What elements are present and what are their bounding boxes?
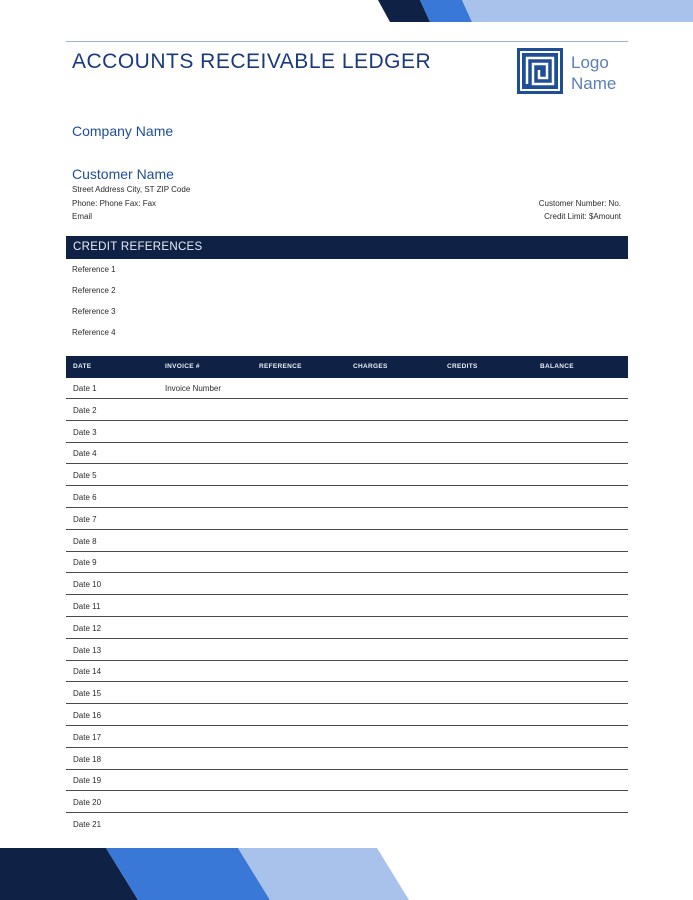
table-row xyxy=(66,531,628,552)
logo-line-2: Name xyxy=(571,74,617,93)
table-row xyxy=(66,596,628,617)
row-date: Date 20 xyxy=(73,798,102,808)
row-date: Date 21 xyxy=(73,820,102,829)
row-date: Date 15 xyxy=(73,689,102,699)
table-row xyxy=(66,727,628,748)
row-date: Date 1 xyxy=(73,384,97,393)
customer-email: Email xyxy=(72,212,93,221)
row-date: Date 13 xyxy=(73,645,102,655)
table-row xyxy=(66,443,628,464)
row-date: Date 2 xyxy=(73,405,97,415)
table-row xyxy=(66,422,628,443)
row-date: Date 14 xyxy=(73,667,102,677)
bottom-decoration xyxy=(0,848,693,900)
row-date: Date 16 xyxy=(73,711,102,720)
logo-line-1: Logo xyxy=(571,53,609,72)
credit-limit: Credit Limit: $Amount xyxy=(544,212,621,221)
table-row xyxy=(66,683,628,704)
customer-address: Street Address City, ST ZIP Code xyxy=(72,185,191,194)
col-date: DATE xyxy=(73,363,92,370)
reference-4: Reference 4 xyxy=(72,328,116,337)
table-row xyxy=(66,487,628,508)
table-row xyxy=(66,705,628,726)
row-date: Date 9 xyxy=(73,558,97,568)
row-date: Date 3 xyxy=(73,427,97,437)
table-row xyxy=(66,574,628,595)
col-invoice: INVOICE # xyxy=(165,363,200,370)
row-date: Date 17 xyxy=(73,732,102,742)
row-date: Date 19 xyxy=(73,776,102,786)
row-date: Date 7 xyxy=(73,514,97,524)
col-reference: REFERENCE xyxy=(259,363,302,370)
row-date: Date 18 xyxy=(73,754,102,764)
table-row xyxy=(66,400,628,421)
table-row xyxy=(66,378,628,399)
row-date: Date 12 xyxy=(73,623,102,633)
credit-references-header xyxy=(66,236,628,259)
col-credits: CREDITS xyxy=(447,363,478,370)
header-rule xyxy=(66,41,628,42)
table-row xyxy=(66,661,628,682)
col-charges: CHARGES xyxy=(353,363,388,370)
row-date: Date 5 xyxy=(73,471,97,481)
logo-name xyxy=(571,52,631,94)
table-row xyxy=(66,640,628,661)
row-date: Date 6 xyxy=(73,493,97,502)
col-balance: BALANCE xyxy=(540,363,574,370)
table-row xyxy=(66,552,628,573)
customer-name: Customer Name xyxy=(72,166,174,182)
table-row xyxy=(66,509,628,530)
company-name: Company Name xyxy=(72,123,174,139)
ledger-table-header xyxy=(66,356,628,378)
row-date: Date 8 xyxy=(73,536,97,546)
customer-number: Customer Number: No. xyxy=(538,199,621,208)
reference-1: Reference 1 xyxy=(72,265,116,274)
credit-references-heading: CREDIT REFERENCES xyxy=(73,241,203,253)
row-date: Date 10 xyxy=(73,580,102,590)
table-row xyxy=(66,814,628,835)
reference-2: Reference 2 xyxy=(72,286,116,295)
page-title: ACCOUNTS RECEIVABLE LEDGER xyxy=(72,50,432,73)
logo-maze-icon xyxy=(517,48,563,94)
table-row xyxy=(66,792,628,813)
row-date: Date 11 xyxy=(73,602,101,611)
reference-3: Reference 3 xyxy=(72,307,116,316)
row-date: Date 4 xyxy=(73,449,97,459)
customer-phone-fax: Phone: Phone Fax: Fax xyxy=(72,199,157,208)
row-invoice: Invoice Number xyxy=(165,384,222,393)
top-decoration xyxy=(0,0,693,22)
table-row xyxy=(66,770,628,791)
table-row xyxy=(66,749,628,770)
table-row xyxy=(66,465,628,486)
table-row xyxy=(66,618,628,639)
